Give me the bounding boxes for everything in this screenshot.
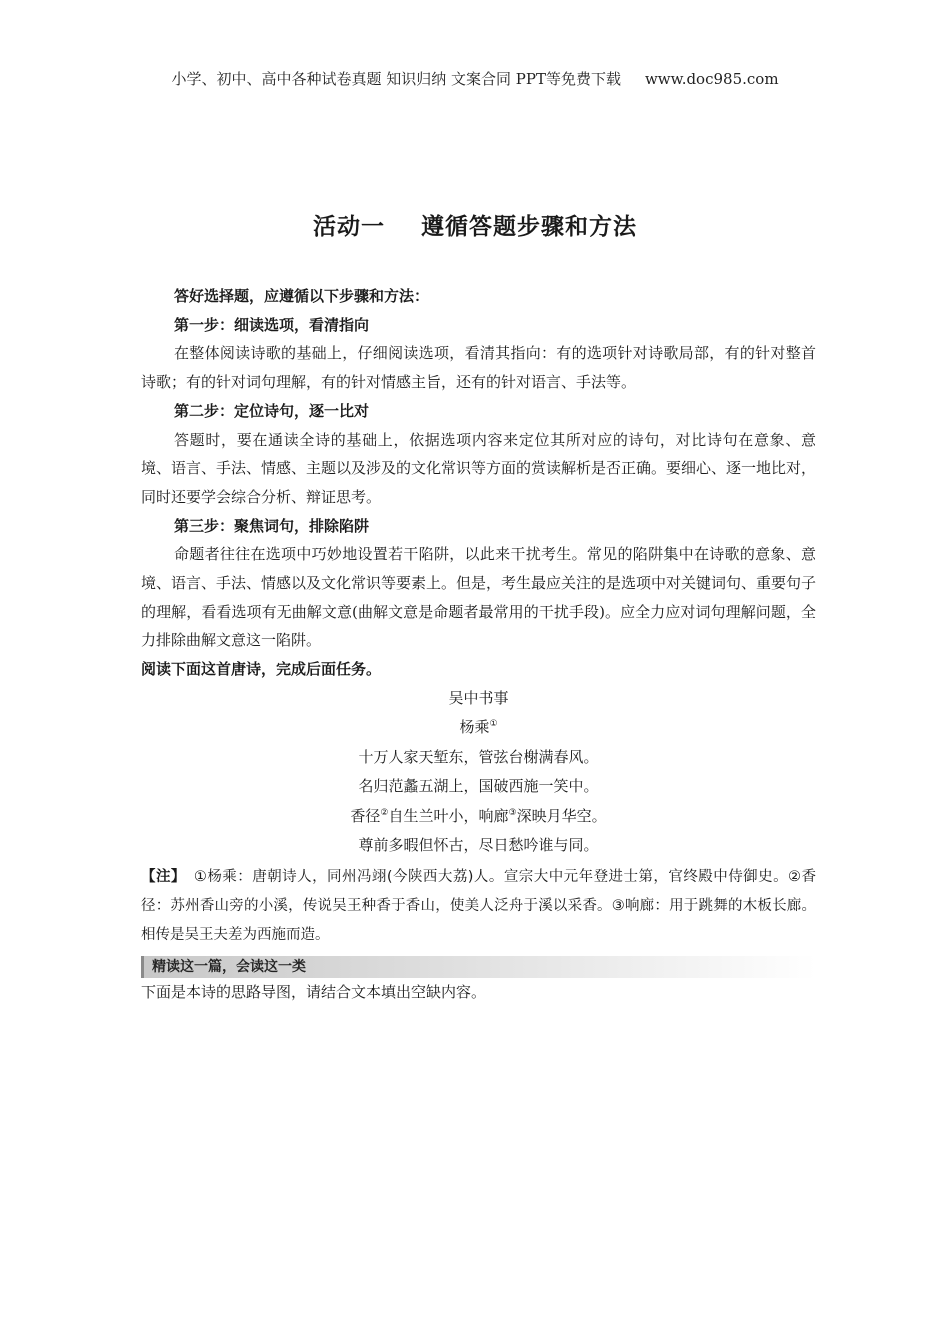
header-text: 小学、初中、高中各种试卷真题 知识归纳 文案合同 PPT等免费下载 bbox=[171, 70, 621, 88]
step-3-heading: 第三步：聚焦词句，排除陷阱 bbox=[174, 516, 370, 535]
poem bbox=[141, 684, 816, 861]
page-title: 活动一 遵循答题步骤和方法 bbox=[312, 214, 638, 240]
main-content bbox=[141, 282, 816, 1007]
header-site-link[interactable]: www.doc985.com bbox=[644, 70, 779, 88]
footnote-mark-2: ② bbox=[380, 807, 389, 818]
section-bar: 精读这一篇，会读这一类 bbox=[141, 956, 816, 978]
step-2-heading: 第二步：定位诗句，逐一比对 bbox=[174, 401, 370, 420]
step-1-heading: 第一步：细读选项，看清指向 bbox=[174, 315, 370, 334]
poem-line-2: 名归范蠡五湖上，国破西施一笑中。 bbox=[358, 777, 599, 796]
poem-author-name: 杨乘 bbox=[459, 718, 490, 737]
poem-line-3-part-b: 自生兰叶小，响廊 bbox=[388, 806, 509, 825]
step-1-body: 在整体阅读诗歌的基础上，仔细阅读选项，看清其指向：有的选项针对诗歌局部，有的针对整首诗歌；有的针对词句理解，有的针对情感主旨，还有的针对语言、手法等。 bbox=[141, 344, 816, 392]
task-prompt: 阅读下面这首唐诗，完成后面任务。 bbox=[141, 660, 382, 679]
poem-line-3 bbox=[141, 802, 816, 832]
poem-title: 吴中书事 bbox=[448, 688, 509, 707]
poem-line-4: 尊前多暇但怀古，尽日愁吟谁与同。 bbox=[358, 836, 599, 855]
note-text: ①杨乘：唐朝诗人，同州冯翊(今陕西大荔)人。宣宗大中元年登进士第，官终殿中侍御史。②香径：苏州香山旁的小溪，传说吴王种香于香山，使美人泛舟于溪以采香。③响廊：用于跳舞的木板长廊。相传是吴王夫差为西施而造。 bbox=[141, 868, 817, 943]
footnote-mark-3: ③ bbox=[508, 807, 517, 818]
footnote-mark-1: ① bbox=[489, 719, 498, 730]
poem-author bbox=[141, 713, 816, 743]
poem-line-1: 十万人家天堑东，管弦台榭满春风。 bbox=[358, 747, 599, 766]
intro-line: 答好选择题，应遵循以下步骤和方法： bbox=[174, 287, 430, 305]
poem-line-3-part-c: 深映月华空。 bbox=[516, 806, 607, 825]
site-header bbox=[0, 68, 950, 89]
note-tag: 【注】 bbox=[141, 868, 186, 885]
final-prompt: 下面是本诗的思路导图，请结合文本填出空缺内容。 bbox=[141, 982, 487, 1001]
annotation-note bbox=[141, 863, 816, 950]
step-3-body: 命题者往往在选项中巧妙地设置若干陷阱，以此来干扰考生。常见的陷阱集中在诗歌的意象、意境、语言、手法、情感以及文化常识等要素上。但是，考生最应关注的是选项中对关键词句、重要句子的理解，看看选项有无曲解文意(曲解文意是命题者最常用的干扰手段)。应全力应对词句理解问题，全力排除曲解文意这一陷阱。 bbox=[141, 545, 817, 650]
step-2-body: 答题时，要在通读全诗的基础上，依据选项内容来定位其所对应的诗句，对比诗句在意象、意境、语言、手法、情感、主题以及涉及的文化常识等方面的赏读解析是否正确。要细心、逐一地比对，同时还要学会综合分析、辩证思考。 bbox=[141, 430, 817, 506]
poem-line-3-part-a: 香径 bbox=[350, 806, 381, 825]
